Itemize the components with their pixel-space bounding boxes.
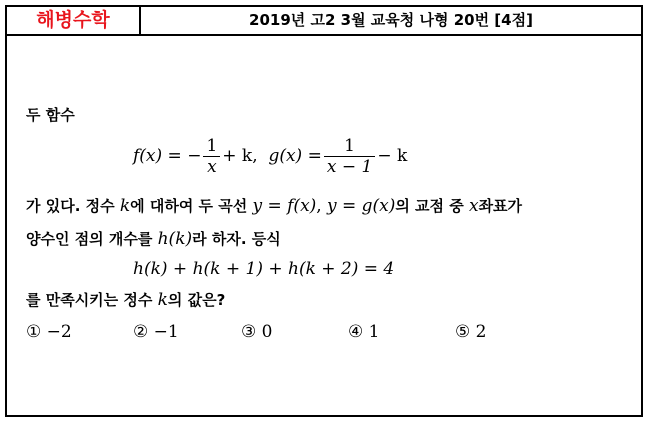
problem-line-4: [26, 290, 225, 310]
f-numerator: 1: [203, 136, 220, 157]
var-k-2: k: [157, 290, 168, 310]
choice-2[interactable]: [133, 321, 179, 343]
choice-value: 1: [368, 322, 380, 342]
condition-equation: [133, 259, 394, 279]
problem-intro: 두 함수: [26, 106, 75, 124]
var-x: x: [468, 196, 479, 216]
line2-text-d: 좌표가: [478, 197, 523, 215]
g-tail: − k: [377, 146, 408, 166]
g-lhs: g(x) =: [268, 146, 322, 166]
line2-text-b: 에 대하여 두 곡선: [130, 197, 248, 215]
choice-3[interactable]: [241, 321, 272, 343]
line2-text-a: 가 있다. 정수: [26, 197, 115, 215]
f-lhs: f(x) = −: [133, 146, 202, 166]
f-denominator: x: [207, 157, 217, 177]
choice-value: −2: [46, 322, 72, 342]
line3-text-a: 양수인 점의 개수를: [26, 230, 153, 248]
g-fraction: [324, 136, 375, 177]
choice-mark: ①: [26, 322, 42, 342]
problem-line-2: [26, 196, 522, 216]
choice-mark: ③: [241, 322, 257, 342]
problem-title: 2019년 고2 3월 교육청 나형 20번 [4점]: [249, 11, 533, 29]
curve-f: y = f(x): [252, 196, 317, 216]
line4-text-b: 의 값은?: [167, 291, 226, 309]
choice-1[interactable]: [26, 321, 72, 343]
h-of-k: h(k): [157, 229, 193, 249]
choice-value: 0: [261, 322, 273, 342]
choice-value: 2: [475, 322, 487, 342]
curve-separator: ,: [316, 196, 322, 216]
g-numerator: 1: [324, 136, 375, 157]
curve-g: y = g(x): [326, 196, 396, 216]
line2-text-c: 의 교점 중: [395, 197, 464, 215]
choice-mark: ②: [133, 322, 149, 342]
header-bar: [7, 7, 641, 36]
choice-mark: ④: [348, 322, 364, 342]
choice-5[interactable]: [455, 321, 486, 343]
f-tail: + k,: [222, 146, 258, 166]
line3-text-b: 라 하자. 등식: [192, 230, 281, 248]
problem-line-3: [26, 229, 281, 249]
g-denominator: x − 1: [326, 157, 373, 177]
line4-text-a: 를 만족시키는 정수: [26, 291, 153, 309]
choice-4[interactable]: [348, 321, 379, 343]
var-k: k: [119, 196, 131, 216]
equation-text: h(k) + h(k + 1) + h(k + 2) = 4: [133, 259, 395, 279]
choice-value: −1: [153, 322, 179, 342]
f-fraction: [203, 136, 220, 177]
brand-logo: 해병수학: [7, 7, 141, 34]
function-definitions: [133, 136, 407, 177]
choice-mark: ⑤: [455, 322, 471, 342]
